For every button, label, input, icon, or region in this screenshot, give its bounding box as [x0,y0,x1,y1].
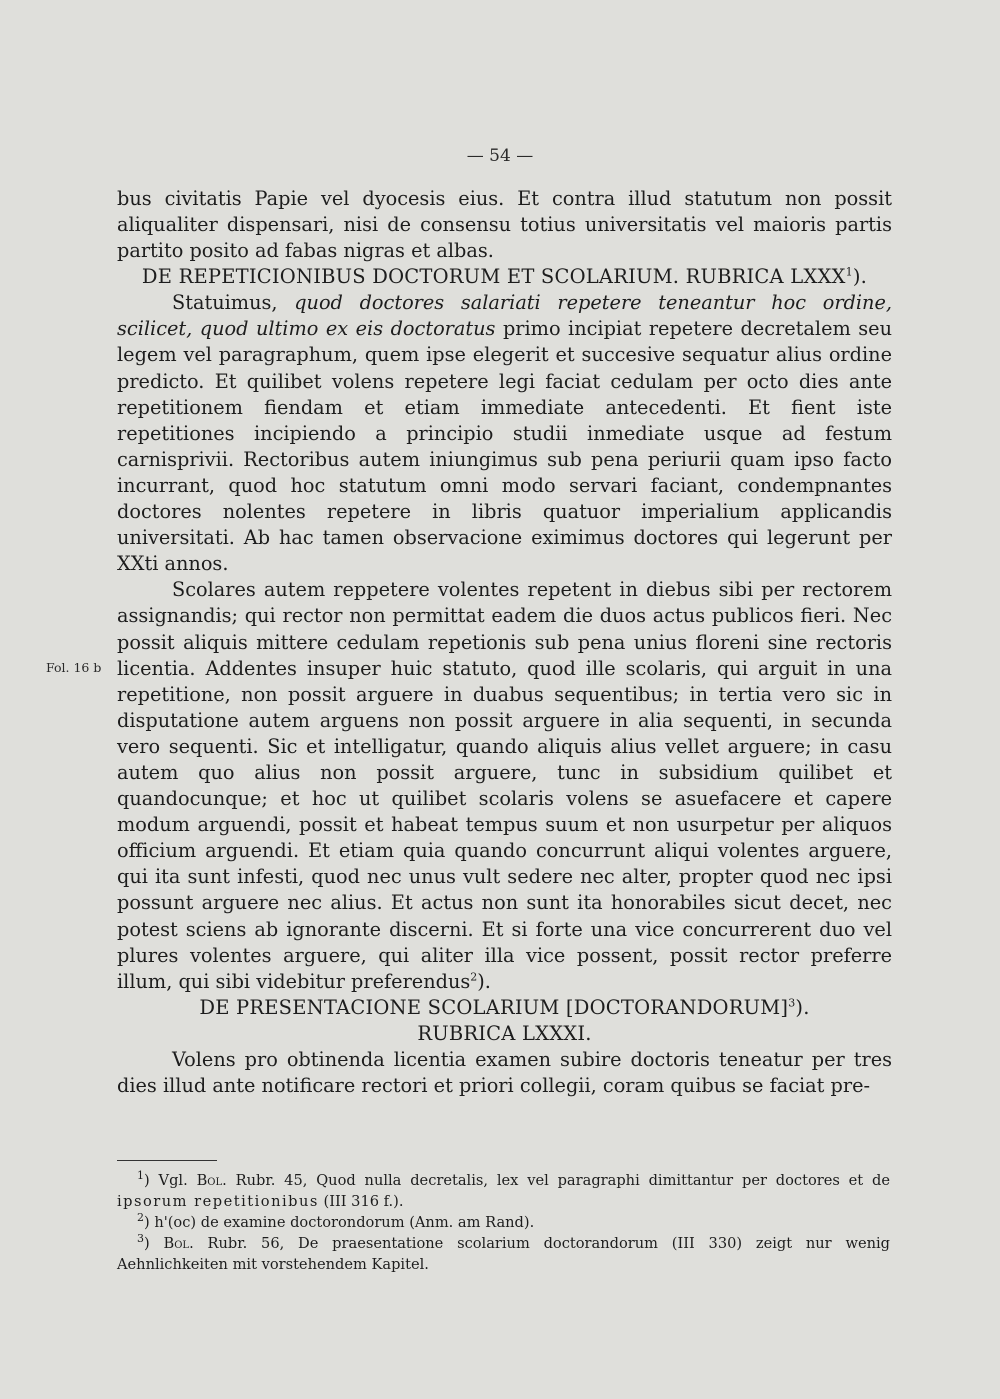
fn-text: ) h'(oc) de examine doctorondorum (Anm. am Rand). [144,1214,535,1231]
footnote-2 [117,1212,890,1233]
footnote-ref[interactable]: 3 [788,996,796,1010]
footnote-marker: 3 [137,1232,144,1246]
heading-line2: RUBRICA LXXXI. [417,1021,592,1045]
fn-text: Rubr. 45, Quod nulla decretalis, lex vel paragraphi dimittantur per doctores et de [226,1172,890,1189]
para-start: Statuimus, [172,291,295,315]
para-text: Scolares autem reppetere volentes repetent in diebus sibi per rectorem assignandis; qui rector non permittat eadem die duos actus publicos fieri. Nec possit aliquis mittere cedulam repetionis sub pena unius floreni sine rectoris licentia. Addentes insuper huic statuto, quod ille scolaris, qui arguit in una repetitione, non possit arguere in duabus sequentibus; in tertia vero sic in disputatione autem arguens non possit arguere in alia sequenti, in secunda vero sequenti. Sic et intelligatur, quando aliquis alius vellet arguere; in casu autem quo alius non possit arguere, tunc in subsidium quilibet et quandocunque; et hoc ut quilibet scolaris volens se asuefacere et capere modum arguendi, possit et habeat tempus suum et non usurpetur per aliquos officium arguendi. Et etiam quia quando concurrunt aliqui volentes arguere, qui ita sunt infesti, quod nec unus vult sedere nec alter, propter quod nec ipsi possunt arguere nec alius. Et actus non sunt ita honorabiles sicut decet, nec potest sciens ab ignorante discerni. Et si forte una vice concurrerent duo vel plures volentes arguere, qui aliter illa vice possent, possit rector preferre illum, qui sibi videbitur preferendus [117,578,892,993]
main-text [117,186,892,1099]
fn-spaced: ipsorum repetitionibus [117,1193,319,1210]
heading-line1: DE PRESENTACIONE SCOLARIUM [DOCTORANDORUM] [199,995,789,1019]
rubric-heading-lxxxi [117,995,892,1047]
paragraph-statuimus [117,290,892,577]
footnote-3 [117,1233,890,1275]
fn-text: (III 316 f.). [318,1193,404,1210]
footnote-marker: 1 [137,1169,144,1183]
intro-paragraph: bus civitatis Papie vel dyocesis eius. Et contra illud statutum non possit aliqualiter dispensari, nisi de consensu totius universitatis vel maioris partis partito posito ad fabas nigras et albas. [117,187,892,263]
folio-margin-note: Fol. 16 b [46,660,102,675]
footnote-ref[interactable]: 2 [470,970,478,984]
footnote-1 [117,1170,890,1212]
heading-text: DE REPETICIONIBUS DOCTORUM ET SCOLARIUM. RUBRICA LXXX [141,265,846,289]
fn-smallcaps: Bol. [196,1172,227,1189]
rubric-heading-lxxx [117,264,892,290]
footnotes [117,1170,890,1275]
fn-text: ) Vgl. [144,1172,197,1189]
footnote-marker: 2 [137,1211,144,1225]
para-italic: quod doctores salariati repetere teneantur hoc ordine, scilicet, quod ultimo ex eis doctoratus [117,291,892,341]
footnote-rule [117,1160,217,1161]
fn-text: Rubr. 56, De praesentatione scolarium doctorandorum (III 330) zeigt nur wenig Aehnlichkeiten mit vorstehendem Kapitel. [117,1235,890,1273]
footnote-ref[interactable]: 1 [845,265,853,279]
page-number: — 54 — [466,146,534,166]
para-rest: primo incipiat repetere decretalem seu legem vel paragraphum, quem ipse elegerit et succesive sequatur alius ordine predicto. Et quilibet volens repetere legi faciat cedulam per octo dies ante repetitionem fiendam et etiam immediate antecedenti. Et fient iste repetitiones incipiendo a principio studii inmediate usque ad festum carnisprivii. Rectoribus autem iniungimus sub pena periurii quam ipso facto incurrant, quod hoc statutum omni modo servari faciant, condempnantes doctores nolentes repetere in libris quatuor imperialium applicandis universitati. Ab hac tamen observacione eximimus doctores qui legerunt per XXti annos. [117,317,892,576]
heading-line1-end: ). [795,995,810,1019]
paragraph-scolares [117,577,892,995]
para-end: ). [477,969,491,993]
heading-end: ). [852,265,868,289]
fn-smallcaps: Bol. [163,1235,194,1252]
fn-text: ) [144,1235,164,1252]
paragraph-volens: Volens pro obtinenda licentia examen subire doctoris teneatur per tres dies illud ante notificare rectori et priori collegii, coram quibus se faciat pre- [117,1047,892,1097]
